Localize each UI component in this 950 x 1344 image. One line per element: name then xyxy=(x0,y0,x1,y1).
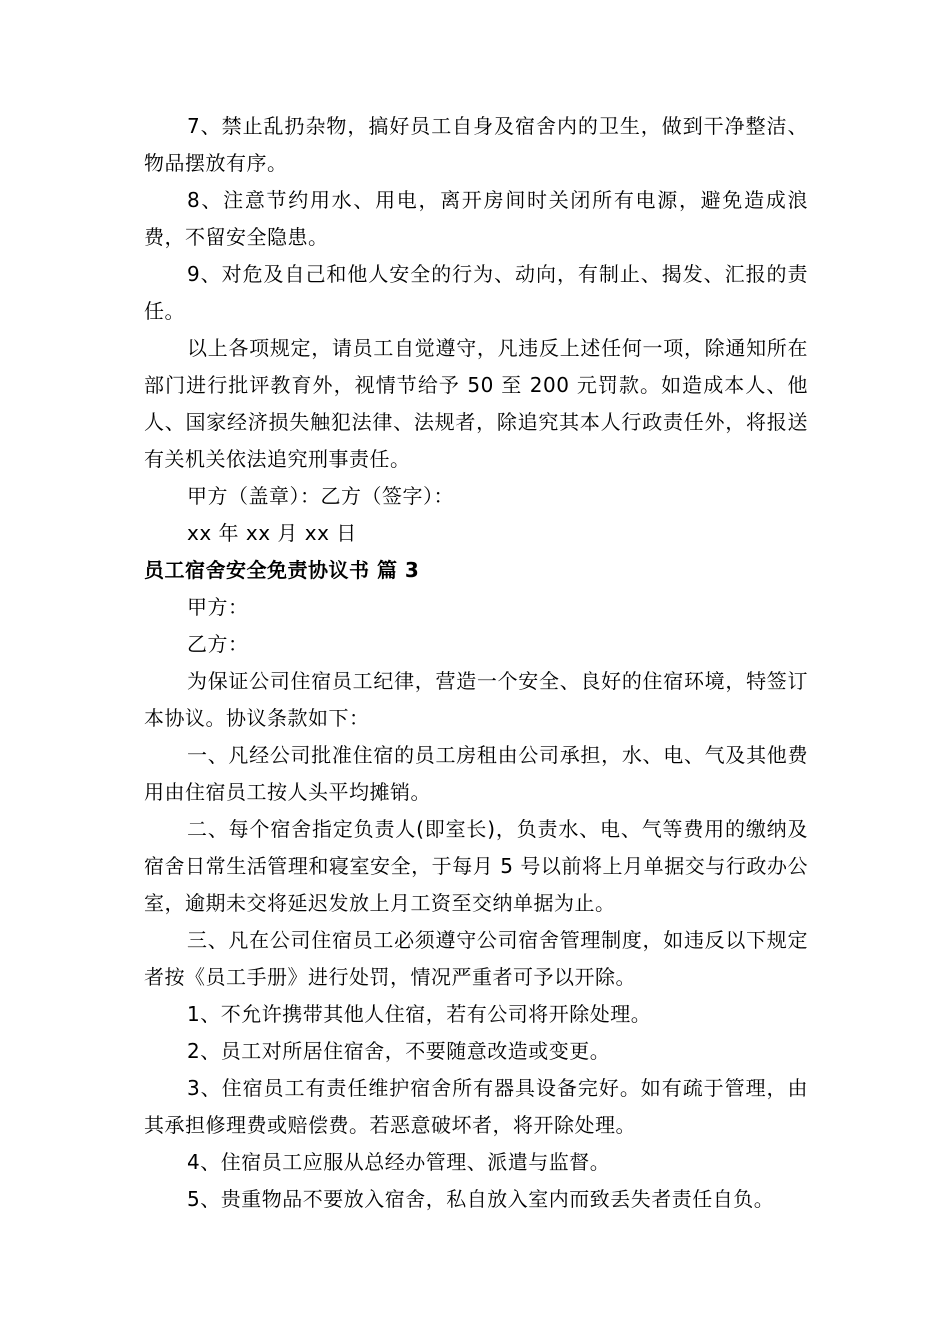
article-3: 三、凡在公司住宿员工必须遵守公司宿舍管理制度，如违反以下规定者按《员工手册》进行处罚，情况严重者可予以开除。 xyxy=(144,928,808,989)
clause-8: 8、注意节约用水、用电，离开房间时关闭所有电源，避免造成浪费，不留安全隐患。 xyxy=(144,188,808,249)
date-line: xx 年 xx 月 xx 日 xyxy=(187,521,357,545)
signature-line: 甲方（盖章）：乙方（签字）： xyxy=(187,484,454,508)
rule-4: 4、住宿员工应服从总经办管理、派遣与监督。 xyxy=(187,1150,611,1174)
penalty-paragraph: 以上各项规定，请员工自觉遵守，凡违反上述任何一项，除通知所在部门进行批评教育外，视情节给予 50 至 200 元罚款。如造成本人、他人、国家经济损失触犯法律、法规者，除追究其本人行政责任外，将报送有关机关依法追究刑事责任。 xyxy=(144,336,808,471)
party-a-line: 甲方： xyxy=(187,595,249,619)
clause-7: 7、禁止乱扔杂物，搞好员工自身及宿舍内的卫生，做到干净整洁、物品摆放有序。 xyxy=(144,114,808,175)
rule-3: 3、住宿员工有责任维护宿舍所有器具设备完好。如有疏于管理，由其承担修理费或赔偿费。若恶意破坏者，将开除处理。 xyxy=(144,1076,808,1137)
document-body xyxy=(144,108,808,1218)
party-b-line: 乙方： xyxy=(187,632,249,656)
intro-paragraph: 为保证公司住宿员工纪律，营造一个安全、良好的住宿环境，特签订本协议。协议条款如下： xyxy=(144,669,808,730)
clause-9: 9、对危及自己和他人安全的行为、动向，有制止、揭发、汇报的责任。 xyxy=(144,262,808,323)
rule-2: 2、员工对所居住宿舍，不要随意改造或变更。 xyxy=(187,1039,611,1063)
rule-1: 1、不允许携带其他人住宿，若有公司将开除处理。 xyxy=(187,1002,652,1026)
section-heading: 员工宿舍安全免责协议书 篇 3 xyxy=(144,558,420,582)
article-2: 二、每个宿舍指定负责人(即室长)，负责水、电、气等费用的缴纳及宿舍日常生活管理和寝室安全，于每月 5 号以前将上月单据交与行政办公室，逾期未交将延迟发放上月工资至交纳单据为止。 xyxy=(144,817,808,915)
article-1: 一、凡经公司批准住宿的员工房租由公司承担，水、电、气及其他费用由住宿员工按人头平均摊销。 xyxy=(144,743,808,804)
rule-5: 5、贵重物品不要放入宿舍，私自放入室内而致丢失者责任自负。 xyxy=(187,1187,775,1211)
